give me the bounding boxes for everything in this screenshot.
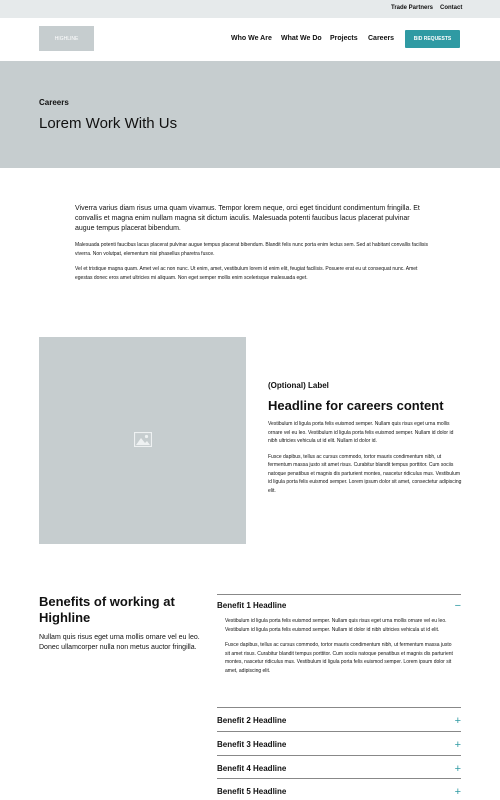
nav-item-who-we-are[interactable]: Who We Are — [231, 35, 272, 42]
benefits-heading: Benefits of working at Highline — [39, 594, 175, 625]
nav-item-careers[interactable]: Careers — [368, 35, 395, 42]
plus-icon[interactable]: + — [454, 762, 461, 775]
page-title: Lorem Work With Us — [39, 115, 178, 132]
accordion-item-3[interactable] — [217, 740, 461, 749]
feature-paragraph-2: Fusce dapibus, tellus ac cursus commodo, tortor mauris condimentum nibh, ut fermentum massa justo sit amet risus. Curabitur blandit tempus porttitor. Cum sociis natoque penatibus et magnis dis parturient montes, nascetur ridiculus mus. Vestibulum id ligula porta felis euismod semper. Lorem ipsum dolor sit amet, consectetur adipiscing elit. — [268, 453, 462, 494]
accordion-title: Benefit 5 Headline — [217, 787, 287, 796]
benefits-text: Nullam quis risus eget urna mollis ornare vel eu leo. Donec ullamcorper nulla non metus auctor fringilla. — [39, 634, 200, 651]
accordion-title: Benefit 3 Headline — [217, 740, 287, 749]
accordion-divider — [217, 707, 461, 708]
accordion-item-1[interactable] — [217, 601, 461, 675]
plus-icon[interactable]: + — [454, 738, 461, 751]
accordion-paragraph-1: Vestibulum id ligula porta felis euismod semper. Nullam quis risus eget urna mollis ornare vel eu leo. Vestibulum id ligula porta felis euismod semper. Nullam id dolor id nibh ultricies vehicula ut id elit. — [225, 618, 447, 633]
accordion-paragraph-2: Fusce dapibus, tellus ac cursus commodo, tortor mauris condimentum nibh, ut fermentum massa justo sit amet risus. Curabitur blandit tempus porttitor. Cum sociis natoque penatibus et magnis dis parturient montes, nascetur ridiculus mus. Vestibulum id ligula porta felis euismod semper. Lorem ipsum dolor sit amet, adipiscing elit. — [225, 642, 453, 674]
accordion-divider — [217, 731, 461, 732]
contact-link[interactable]: Contact — [440, 5, 463, 11]
intro-paragraph-1: Malesuada potenti faucibus lacus placerat pulvinar augue tempus placerat bibendum. Blandit felis nunc porta enim lectus sem. Sed at habitant convallis facilisis viverra. Non volutpat, elementum nisi phasellus pharetra fusce. — [75, 242, 428, 257]
bid-requests-button[interactable]: BID REQUESTS — [405, 30, 460, 48]
accordion-item-2[interactable] — [217, 716, 461, 725]
intro-lead: Viverra varius diam risus urna quam vivamus. Tempor lorem neque, orci eget tincidunt condimentum fringilla. Et convallis et magna enim nullam magna sit dictum iaculis. Malesuada potenti faucibus lacus placerat pulvinar augue tempus placerat bibendum. — [75, 205, 420, 232]
image-icon — [134, 432, 152, 447]
main-nav — [0, 18, 500, 61]
accordion-title: Benefit 4 Headline — [217, 764, 287, 773]
trade-partners-link[interactable]: Trade Partners — [391, 5, 434, 11]
nav-item-projects[interactable]: Projects — [330, 35, 358, 42]
accordion-title: Benefit 1 Headline — [217, 601, 287, 610]
accordion-header[interactable] — [217, 601, 461, 610]
accordion-title: Benefit 2 Headline — [217, 716, 287, 725]
accordion-header[interactable] — [217, 787, 461, 796]
intro-section — [75, 204, 430, 282]
accordion-divider — [217, 755, 461, 756]
feature-label: (Optional) Label — [268, 381, 329, 390]
utility-bar — [0, 0, 500, 18]
logo[interactable]: HIGHLINE — [39, 26, 94, 51]
plus-icon[interactable]: + — [454, 785, 461, 798]
accordion-item-5[interactable] — [217, 787, 461, 796]
accordion-header[interactable] — [217, 764, 461, 773]
accordion-header[interactable] — [217, 716, 461, 725]
intro-paragraph-2: Vel et tristique magna quam. Amet vel ac non nunc. Ut enim, amet, vestibulum lorem id enim elit, feugiat facilisis. Posuere erat eu ut consequat nunc. Amet egestas donec eros amet ultricies mi aliquam. Non eget semper mollis enim scelerisque malesuada eget. — [75, 266, 418, 281]
feature-headline: Headline for careers content — [268, 398, 444, 413]
accordion-item-4[interactable] — [217, 764, 461, 773]
accordion-header[interactable] — [217, 740, 461, 749]
feature-paragraph-1: Vestibulum id ligula porta felis euismod semper. Nullam quis risus eget urna mollis ornare vel eu leo. Vestibulum id ligula porta felis euismod semper. Nullam id dolor id nibh ultricies vehicula ut id elit. Nullam id dolor id. — [268, 421, 454, 444]
nav-item-what-we-do[interactable]: What We Do — [281, 35, 322, 42]
minus-icon[interactable]: − — [454, 599, 461, 612]
feature-content — [268, 381, 463, 495]
accordion-body — [217, 617, 461, 675]
benefits-intro — [39, 594, 209, 653]
hero-kicker: Careers — [39, 98, 69, 107]
plus-icon[interactable]: + — [454, 714, 461, 727]
accordion-divider — [217, 594, 461, 595]
accordion-divider — [217, 778, 461, 779]
hero-banner — [0, 61, 500, 168]
